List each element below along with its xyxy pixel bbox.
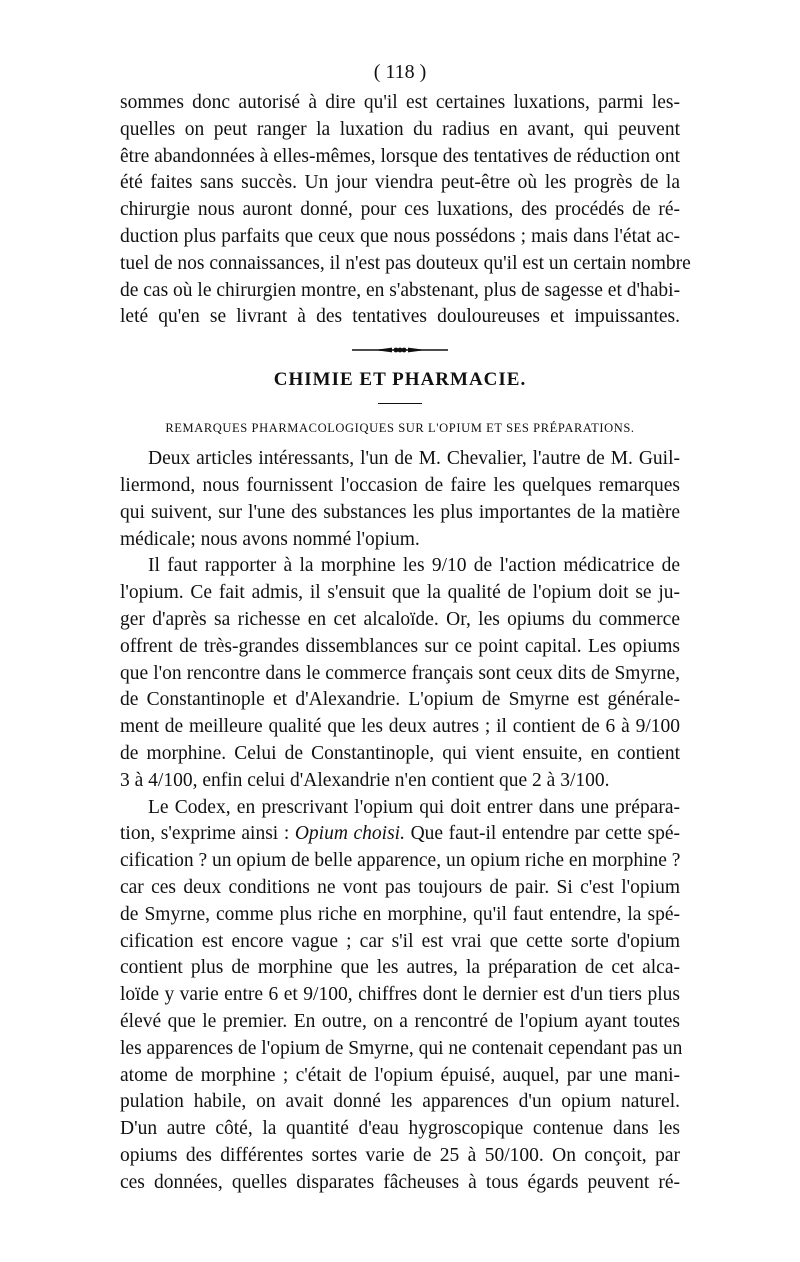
text-line: médicale; nous avons nommé l'opium.	[120, 528, 420, 550]
text-line: de morphine. Celui de Constantinople, qui vient ensuite, en contient	[120, 742, 680, 764]
divider-ornament-icon	[352, 346, 448, 354]
text-line: ces données, quelles disparates fâcheuses à tous égards peuvent ré-	[120, 1171, 680, 1193]
paragraph-1	[120, 446, 680, 553]
text-line: quelles on peut ranger la luxation du radius en avant, qui peuvent	[120, 118, 680, 140]
text-line: chirurgie nous auront donné, pour ces luxations, des procédés de ré-	[120, 199, 680, 221]
text-line: D'un autre côté, la quantité d'eau hygroscopique contenue dans les	[120, 1118, 680, 1140]
text-line: de Smyrne, comme plus riche en morphine, qu'il faut entendre, la spé-	[120, 903, 680, 925]
text-line-with-italic	[120, 821, 680, 848]
text-line: duction plus parfaits que ceux que nous possédons ; mais dans l'état ac-	[120, 225, 680, 247]
text-line: loïde y varie entre 6 et 9/100, chiffres dont le dernier est d'un tiers plus	[120, 984, 680, 1006]
book-page	[120, 56, 691, 1196]
text-line: atome de morphine ; c'était de l'opium épuisé, auquel, par une mani-	[120, 1064, 680, 1086]
text-segment: tion, s'exprime ainsi :	[120, 823, 295, 845]
text-segment: Que faut-il entendre par cette spé-	[404, 823, 681, 845]
text-line: les apparences de l'opium de Smyrne, qui ne contenait cependant pas un	[120, 1037, 683, 1059]
text-line: liermond, nous fournissent l'occasion de faire les quelques remarques	[120, 474, 680, 496]
title-rule	[378, 403, 422, 404]
paragraph-2	[120, 553, 680, 794]
text-line: cification est encore vague ; car s'il est vrai que cette sorte d'opium	[120, 930, 680, 952]
text-line: de Constantinople et d'Alexandrie. L'opium de Smyrne est générale-	[120, 689, 680, 711]
text-line: tuel de nos connaissances, il n'est pas douteux qu'il est un certain nombre	[120, 252, 691, 274]
text-line: leté qu'en se livrant à des tentatives douloureuses et impuissantes.	[120, 306, 680, 328]
text-line: offrent de très-grandes dissemblances sur ce point capital. Les opiums	[120, 635, 680, 657]
intro-paragraph	[120, 90, 691, 331]
section-ornament	[120, 345, 680, 355]
text-line: Il faut rapporter à la morphine les 9/10 de l'action médicatrice de	[148, 555, 680, 577]
italic-quote: Opium choisi.	[294, 823, 405, 845]
text-line: 3 à 4/100, enfin celui d'Alexandrie n'en contient que 2 à 3/100.	[120, 769, 610, 791]
text-line: que l'on rencontre dans le commerce français sont ceux dits de Smyrne,	[120, 662, 680, 684]
text-line: ment de meilleure qualité que les deux autres ; il contient de 6 à 9/100	[120, 716, 680, 738]
page-number: ( 118 )	[373, 61, 427, 83]
text-line: sommes donc autorisé à dire qu'il est certaines luxations, parmi les-	[120, 92, 680, 113]
text-line: opiums des différentes sortes varie de 25 à 50/100. On conçoit, par	[120, 1144, 680, 1166]
text-line: de cas où le chirurgien montre, en s'abstenant, plus de sagesse et d'habi-	[120, 279, 681, 301]
text-line: l'opium. Ce fait admis, il s'ensuit que la qualité de l'opium doit se ju-	[120, 582, 680, 604]
text-line: qui suivent, sur l'une des substances les plus importantes de la matière	[120, 501, 680, 523]
paragraph-3	[120, 795, 683, 1197]
text-line: Deux articles intéressants, l'un de M. Chevalier, l'autre de M. Guil-	[148, 448, 680, 470]
text-line: ger d'après sa richesse en cet alcaloïde. Or, les opiums du commerce	[120, 608, 680, 630]
text-line: été faites sans succès. Un jour viendra peut-être où les progrès de la	[120, 172, 680, 194]
text-line: pulation habile, on avait donné les apparences d'un opium naturel.	[120, 1091, 680, 1113]
text-line: car ces deux conditions ne vont pas toujours de pair. Si c'est l'opium	[120, 876, 680, 898]
section-title: CHIMIE ET PHARMACIE.	[273, 369, 527, 391]
text-line: élevé que le premier. En outre, on a rencontré de l'opium ayant toutes	[120, 1010, 680, 1032]
text-line: cification ? un opium de belle apparence, un opium riche en morphine ?	[120, 850, 681, 872]
text-line: contient plus de morphine que les autres, la préparation de cet alca-	[120, 957, 680, 979]
text-line: être abandonnées à elles-mêmes, lorsque des tentatives de réduction ont	[120, 145, 680, 167]
text-line: Le Codex, en prescrivant l'opium qui doit entrer dans une prépara-	[148, 796, 680, 818]
article-title: REMARQUES PHARMACOLOGIQUES SUR L'OPIUM ET SES PRÉPARATIONS.	[165, 421, 635, 436]
